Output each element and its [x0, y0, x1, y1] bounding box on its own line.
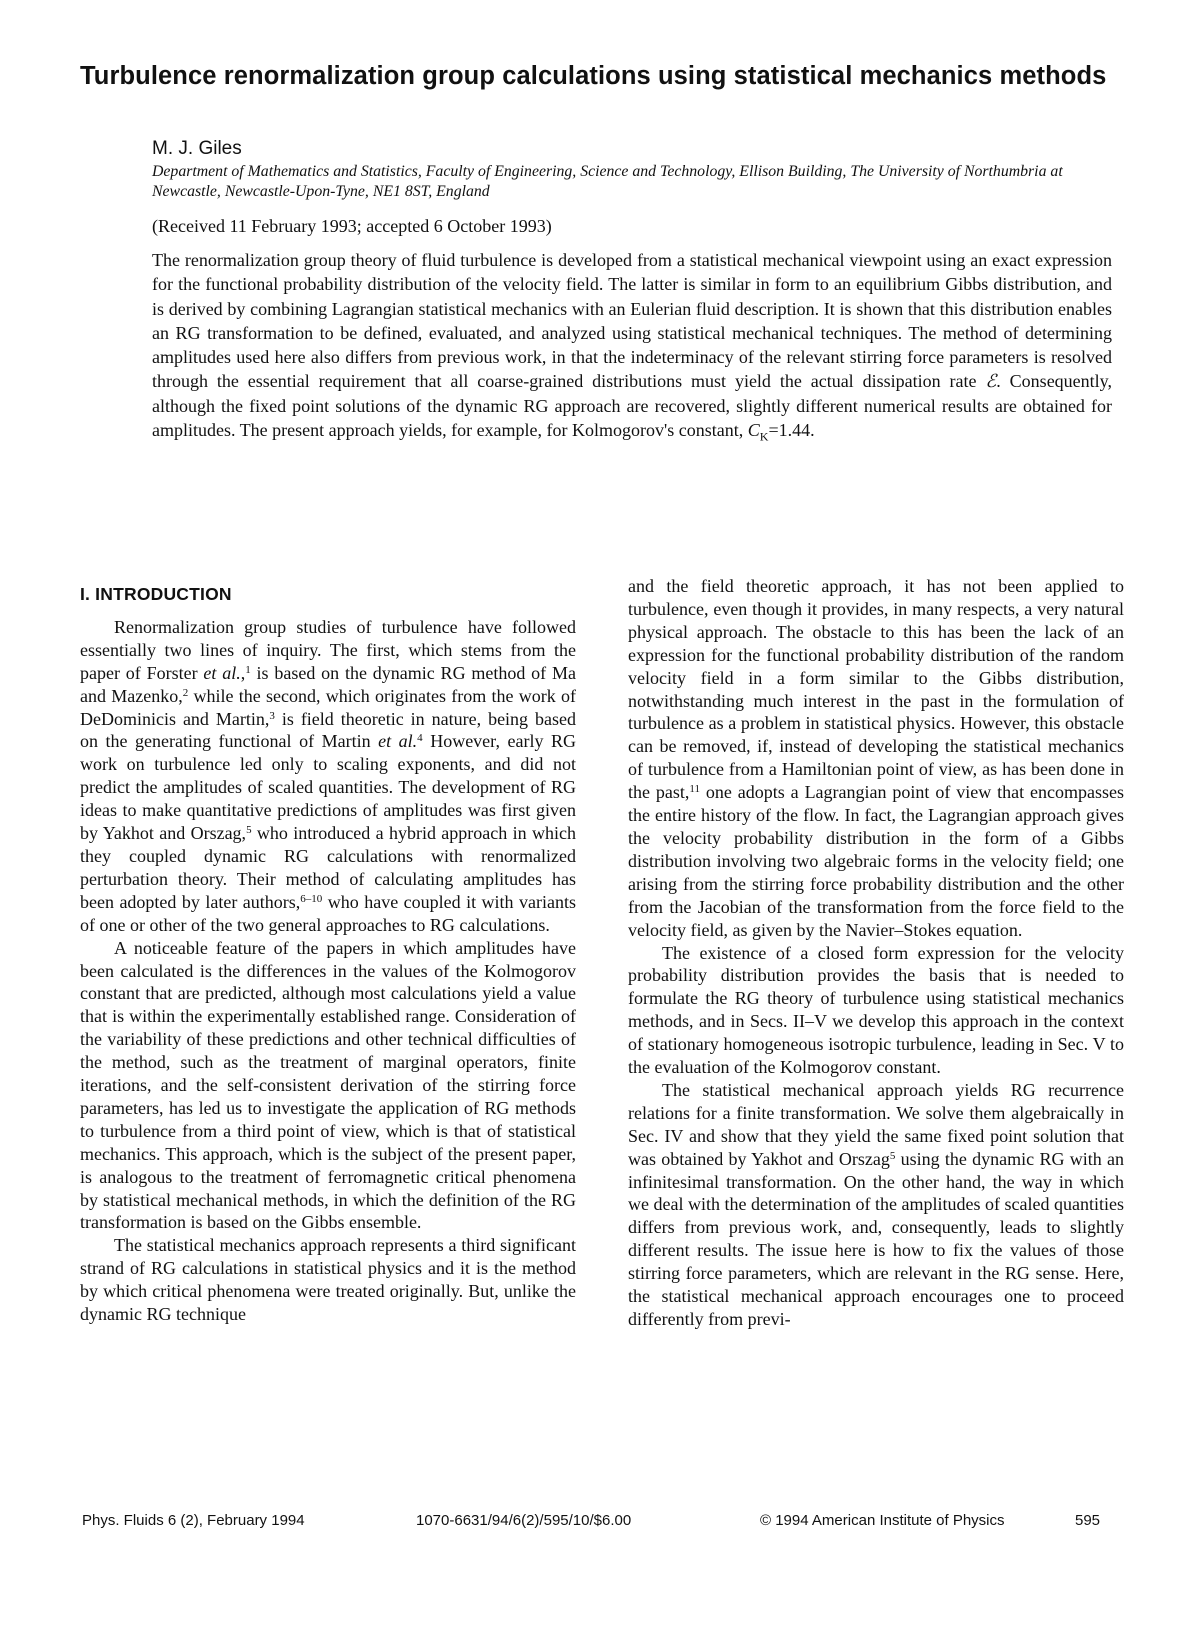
text: Renormalization group studies of turbulence have followed essentially two lines of inquiry. The first, which stems from the paper of Forster: [80, 616, 576, 683]
kolmogorov-subscript: K: [759, 429, 769, 444]
text: who introduced a hybrid approach in which they coupled dynamic RG calculations with renormalized perturbation theory. Their method of calculating amplitudes has been adopted by later authors,: [80, 823, 576, 912]
abstract-text-tail: . Consequently, although the fixed point solutions of the dynamic RG approach are recovered, slightly different numerical results are obtained for amplitudes. The present approach yields, for example, for Kolmogorov's constant,: [152, 371, 1113, 441]
reference-5: 5: [246, 824, 252, 837]
text: is based on the dynamic RG method of Ma and Mazenko,: [80, 662, 576, 706]
author-name: M. J. Giles: [152, 138, 242, 159]
text: one adopts a Lagrangian point of view that encompasses the entire history of the flow. In fact, the Lagrangian approach gives the velocity probability distribution in the form of a Gibbs distribution involving two algebraic forms in the velocity field; one arising from the stirring force probability distribution and the other from the Jacobian of the transformation from the force field to the velocity field, as given by the Navier–Stokes equation.: [628, 782, 1124, 940]
right-column: [628, 575, 1124, 1331]
author-affiliation: Department of Mathematics and Statistics, Faculty of Engineering, Science and Technology, Ellison Building, The University of Northumbria at Newcastle, Newcastle-Upon-Tyne, NE1 8ST, England: [152, 163, 1063, 200]
paragraph-5: [628, 1079, 1124, 1331]
footer-journal: Phys. Fluids 6 (2), February 1994: [82, 1512, 305, 1529]
paragraph-4: The existence of a closed form expression for the velocity probability distribution provides the basis that is needed to formulate the RG theory of turbulence using statistical mechanics methods, and in Secs. II–V we develop this approach in the context of stationary homogeneous isotropic turbulence, leading in Sec. V to the evaluation of the Kolmogorov constant.: [628, 942, 1124, 1078]
abstract: [152, 248, 1112, 442]
paper-title: Turbulence renormalization group calculations using statistical mechanics methods: [80, 62, 1107, 90]
footer-copyright: © 1994 American Institute of Physics: [760, 1512, 1005, 1529]
paragraph-1: [80, 616, 576, 937]
text: is field theoretic in nature, being based on the generating functional of Martin: [80, 708, 577, 752]
kolmogorov-symbol: C: [747, 420, 760, 441]
text: The statistical mechanical approach yields RG recurrence relations for a finite transformation. We solve them algebraically in Sec. IV and show that they yield the same fixed point solution that was obtained by Yakhot and Orszag: [628, 1079, 1124, 1169]
reference-5b: 5: [889, 1149, 896, 1162]
text: while the second, which originates from the work of DeDominicis and Martin,: [80, 685, 576, 729]
paragraph-2: A noticeable feature of the papers in which amplitudes have been calculated is the differences in the values of the Kolmogorov constant that are predicted, although most calculations yield a value that is within the experimentally established range. Consideration of the variability of these predictions and other technical difficulties of the method, such as the treatment of marginal operators, finite iterations, and the self-consistent derivation of the stirring force parameters, has led us to investigate the application of RG methods to turbulence from a third point of view, which is that of statistical mechanics. This approach, which is the subject of the present paper, is analogous to the treatment of ferromagnetic critical phenomena by statistical mechanical methods, in which the definition of the RG transformation is based on the Gibbs ensemble.: [80, 937, 576, 1233]
reference-3: 3: [269, 709, 275, 722]
text-italic: et al.: [203, 662, 241, 683]
page-number: 595: [1075, 1512, 1101, 1529]
text: ,: [240, 662, 246, 683]
abstract-text: The renormalization group theory of fluid turbulence is developed from a statistical mechanical viewpoint using an exact expression for the functional probability distribution of the velocity field. The latter is similar in form to an equilibrium Gibbs distribution, and is derived by combining Lagrangian statistical mechanics with an Eulerian fluid description. It is shown that this distribution enables an RG transformation to be defined, evaluated, and analyzed using statistical mechanical techniques. The method of determining amplitudes used here also differs from previous work, in that the indeterminacy of the relevant stirring force parameters is resolved through the essential requirement that all coarse-grained distributions must yield the actual dissipation rate: [152, 250, 1112, 392]
text-italic: et al.: [378, 731, 418, 752]
reference-11: 11: [689, 783, 700, 796]
text: who have coupled it with variants of one or other of the two general approaches to RG calculations.: [80, 891, 576, 935]
text: However, early RG work on turbulence led only to scaling exponents, and did not predict the amplitudes of scaled quantities. The development of RG ideas to make quantitative predictions of amplitudes was first given by Yakhot and Orszag,: [80, 731, 576, 844]
dissipation-rate-symbol: ℰ: [985, 371, 997, 392]
reference-6-10: 6–10: [300, 892, 323, 905]
text: using the dynamic RG with an infinitesimal transformation. On the other hand, the way in which we deal with the determination of the amplitudes of scaled quantities differs from previous work, and, consequently, leads to slightly different results. The issue here is how to fix the values of those stirring force parameters, which are relevant in the RG sense. Here, the statistical mechanical approach encourages one to proceed differently from previ-: [628, 1148, 1124, 1329]
reference-1: 1: [245, 663, 251, 676]
received-dates: (Received 11 February 1993; accepted 6 October 1993): [152, 216, 552, 236]
reference-2: 2: [182, 686, 189, 699]
left-column: [80, 583, 576, 1326]
reference-4: 4: [417, 732, 423, 745]
footer-code: 1070-6631/94/6(2)/595/10/$6.00: [416, 1512, 632, 1529]
paragraph-3: The statistical mechanics approach represents a third significant strand of RG calculations in statistical physics and it is the method by which critical phenomena were treated originally. But, unlike the dynamic RG technique: [80, 1235, 576, 1325]
text: and the field theoretic approach, it has not been applied to turbulence, even though it provides, in many respects, a very natural physical approach. The obstacle to this has been the lack of an expression for the functional probability distribution of the random velocity field in a form similar to the Gibbs distribution, notwithstanding much interest in the past in the formulation of turbulence as a problem in statistical physics. However, this obstacle can be removed, if, instead of developing the statistical mechanics of turbulence from a Hamiltonian point of view, as has been done in the past,: [628, 576, 1124, 803]
kolmogorov-value: =1.44.: [768, 420, 815, 441]
section-heading: I. INTRODUCTION: [80, 584, 232, 604]
paragraph-3-continued: [628, 575, 1124, 942]
